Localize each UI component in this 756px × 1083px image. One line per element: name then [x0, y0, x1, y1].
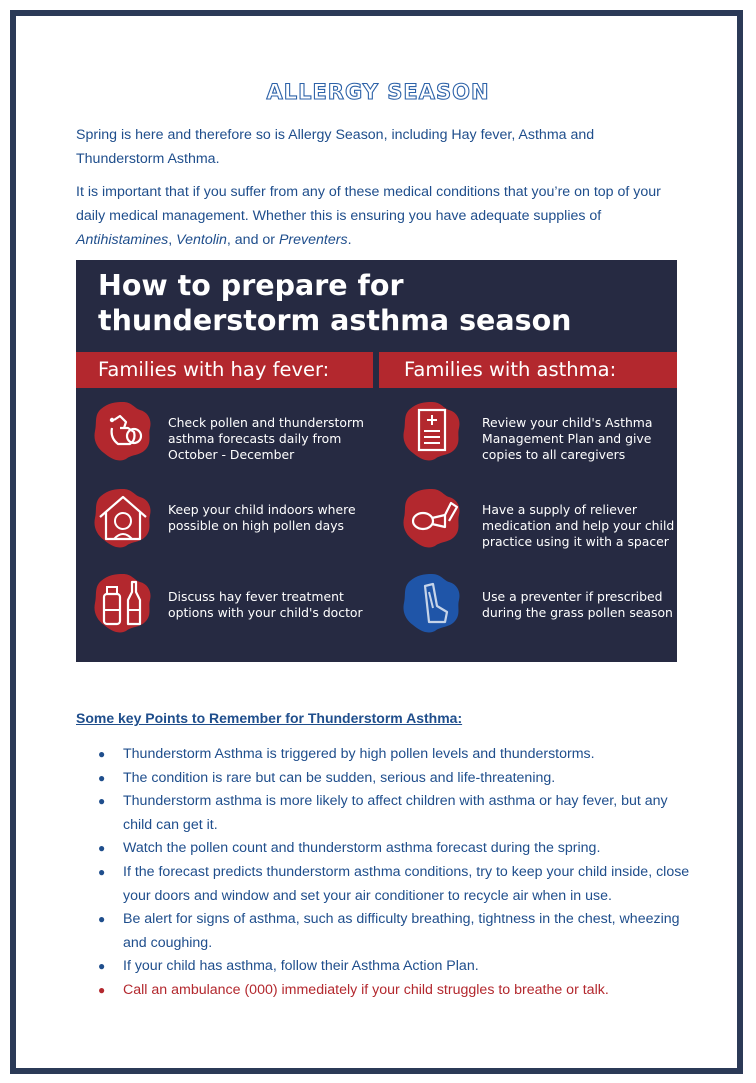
line: Use a preventer if prescribed — [482, 589, 663, 604]
separator: , — [168, 232, 177, 248]
bullet-icon: ● — [98, 841, 106, 856]
list-item — [96, 908, 696, 955]
intro-paragraph-2-text: It is important that if you suffer from any of these medical conditions that you’re on top of your daily medical management. Whether this is ensuring you have adequate supplies of — [76, 184, 661, 224]
medication-antihistamines: Antihistamines — [76, 232, 169, 248]
preventer-inhaler-icon — [399, 570, 465, 636]
bullet-icon: ● — [98, 959, 106, 974]
list-item-text: Thunderstorm asthma is more likely to affect children with asthma or hay fever, but any child can get it. — [123, 793, 668, 833]
bullet-icon: ● — [98, 912, 106, 927]
infographic-title-line-1: How to prepare for — [98, 269, 404, 302]
bullet-icon: ● — [98, 982, 106, 997]
line: possible on high pollen days — [168, 518, 344, 533]
bullet-icon: ● — [98, 794, 106, 809]
list-item — [96, 767, 696, 791]
house-child-icon — [90, 485, 156, 551]
key-points-heading: Some key Points to Remember for Thunderstorm Asthma: — [76, 710, 463, 726]
line: Have a supply of reliever — [482, 502, 637, 517]
line: medication and help your child — [482, 518, 675, 533]
line: October - December — [168, 447, 295, 462]
hay-fever-item-text — [168, 415, 388, 463]
list-item — [96, 837, 696, 861]
line: Review your child's Asthma — [482, 415, 653, 430]
list-item-text: Be alert for signs of asthma, such as difficulty breathing, tightness in the chest, wheezing and coughing. — [123, 911, 680, 951]
list-item-text: Thunderstorm Asthma is triggered by high pollen levels and thunderstorms. — [123, 746, 595, 762]
list-item — [96, 790, 696, 837]
action-plan-document-icon — [399, 398, 465, 464]
line: Discuss hay fever treatment — [168, 589, 344, 604]
asthma-item-text — [482, 502, 702, 550]
separator: . — [347, 232, 352, 248]
hay-fever-item-text — [168, 502, 388, 534]
intro-paragraph-2 — [76, 180, 686, 252]
line: Keep your child indoors where — [168, 502, 356, 517]
list-item-text: If your child has asthma, follow their Asthma Action Plan. — [123, 958, 479, 975]
list-item-text: The condition is rare but can be sudden, serious and life-threatening. — [123, 769, 556, 786]
list-item — [96, 743, 696, 767]
key-points-list — [96, 743, 696, 1003]
page-title: ALLERGY SEASON — [266, 80, 490, 104]
separator: , and or — [226, 232, 279, 248]
list-item — [96, 955, 696, 979]
infographic-title-line-2: thunderstorm asthma season — [98, 304, 572, 337]
bullet-icon: ● — [98, 770, 106, 785]
thunderstorm-asthma-infographic — [76, 260, 677, 662]
asthma-heading: Families with asthma: — [379, 352, 677, 388]
medicine-bottles-icon — [90, 570, 156, 636]
line: options with your child's doctor — [168, 605, 363, 620]
spacer-inhaler-icon — [399, 485, 465, 551]
line: asthma forecasts daily from — [168, 431, 342, 446]
bullet-icon: ● — [98, 864, 106, 879]
intro-paragraph-1: Spring is here and therefore so is Allergy Season, including Hay fever, Asthma and Thunderstorm Asthma. — [76, 127, 595, 167]
bullet-icon: ● — [98, 747, 106, 761]
line: copies to all caregivers — [482, 447, 626, 462]
line: Check pollen and thunderstorm — [168, 415, 364, 430]
line: Management Plan and give — [482, 431, 652, 446]
list-item — [96, 861, 696, 908]
ambulance-warning-item — [96, 979, 696, 1003]
medication-ventolin: Ventolin — [176, 232, 227, 248]
line: during the grass pollen season — [482, 605, 673, 620]
list-item-text: If the forecast predicts thunderstorm asthma conditions, try to keep your child inside, close your doors and window and set your air conditioner to recycle air when in use. — [123, 863, 690, 904]
hay-fever-heading: Families with hay fever: — [76, 352, 373, 388]
infographic-title — [98, 268, 658, 338]
line: practice using it with a spacer — [482, 534, 669, 549]
medication-preventers: Preventers — [278, 232, 348, 248]
hay-fever-item-text — [168, 589, 388, 621]
hand-pollen-icon — [90, 398, 156, 464]
list-item-text: Watch the pollen count and thunderstorm asthma forecast during the spring. — [123, 840, 601, 857]
asthma-item-text — [482, 415, 702, 463]
asthma-item-text — [482, 589, 702, 621]
list-item-text: Call an ambulance (000) immediately if your child struggles to breathe or talk. — [123, 981, 609, 998]
